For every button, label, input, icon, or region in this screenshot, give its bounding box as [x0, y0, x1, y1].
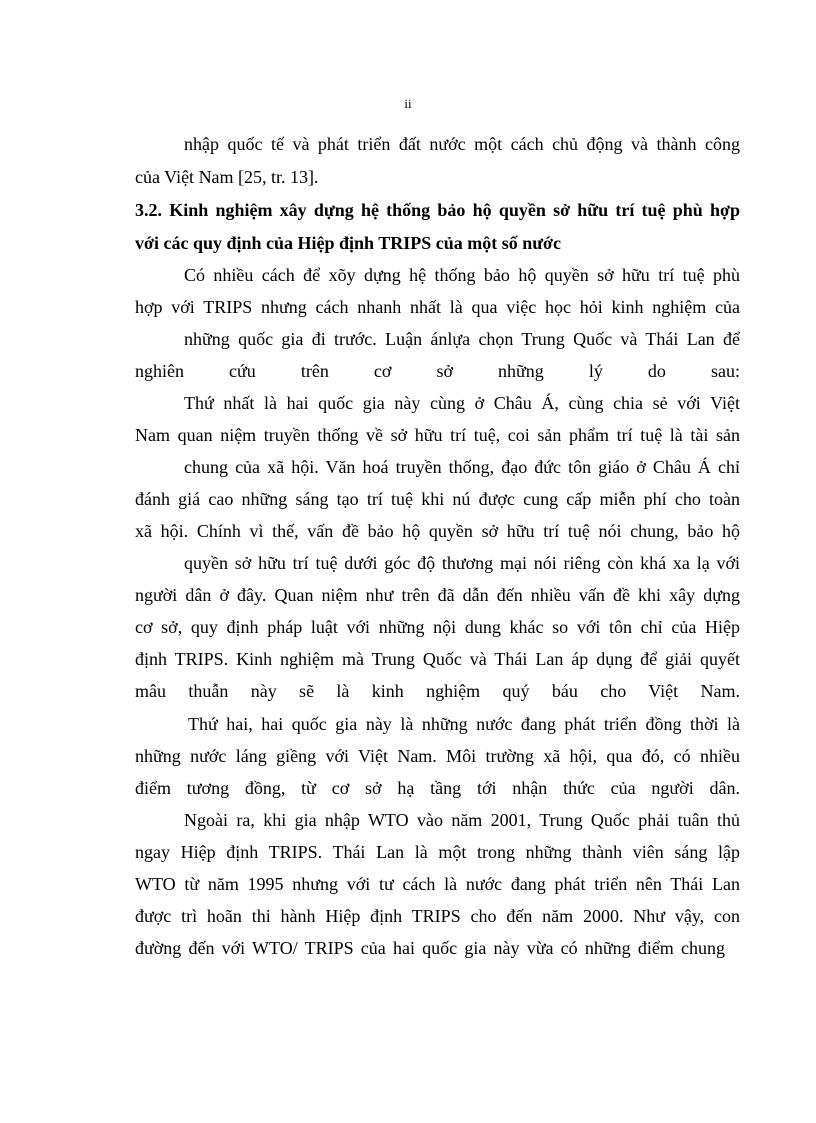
- section-heading: với các quy định của Hiệp định TRIPS của một số nước: [135, 233, 561, 253]
- text-line: đánh giá cao những sáng tạo trí tuệ khi nú được cung cấp miễn phí cho toàn: [135, 489, 740, 509]
- text-line: những quốc gia đi trước. Luận ánlựa chọn Trung Quốc và Thái Lan để: [184, 329, 740, 349]
- text-line: quyền sở hữu trí tuệ dưới góc độ thương mại nói riêng còn khá xa lạ với: [184, 553, 740, 573]
- text-line: Thứ nhất là hai quốc gia này cùng ở Châu Á, cùng chia sẻ với Việt: [184, 393, 740, 413]
- text-line: Nam quan niệm truyền thống về sở hữu trí tuệ, coi sản phẩm trí tuệ là tài sản: [135, 425, 740, 445]
- section-heading: 3.2. Kinh nghiệm xây dựng hệ thống bảo hộ quyền sở hữu trí tuệ phù hợp: [135, 200, 740, 220]
- text-line: WTO từ năm 1995 nhưng với tư cách là nước đang phát triển nên Thái Lan: [135, 874, 740, 894]
- text-line: nghiên cứu trên cơ sở những lý do sau:: [135, 361, 740, 381]
- text-line: nhập quốc tế và phát triển đất nước một cách chủ động và thành công: [184, 134, 740, 154]
- text-line: đường đến với WTO/ TRIPS của hai quốc gia này vừa có những điểm chung: [135, 938, 725, 958]
- text-line: hợp với TRIPS nhưng cách nhanh nhất là qua việc học hỏi kinh nghiệm của: [135, 297, 740, 317]
- text-line: định TRIPS. Kinh nghiệm mà Trung Quốc và Thái Lan áp dụng để giải quyết: [135, 649, 740, 669]
- text-line: Thứ hai, hai quốc gia này là những nước đang phát triển đồng thời là: [188, 714, 740, 734]
- text-line: người dân ở đây. Quan niệm như trên đã dẫn đến nhiều vấn đề khi xây dựng: [135, 585, 740, 605]
- text-line: của Việt Nam [25, tr. 13].: [135, 167, 319, 187]
- text-line: xã hội. Chính vì thế, vấn đề bảo hộ quyền sở hữu trí tuệ nói chung, bảo hộ: [135, 521, 740, 541]
- text-line: Ngoài ra, khi gia nhập WTO vào năm 2001, Trung Quốc phải tuân thủ: [184, 810, 740, 830]
- text-line: được trì hoãn thi hành Hiệp định TRIPS cho đến năm 2000. Như vậy, con: [135, 906, 740, 926]
- text-line: mâu thuẫn này sẽ là kinh nghiệm quý báu cho Việt Nam.: [135, 681, 740, 701]
- page-number: ii: [404, 96, 412, 111]
- text-line: điểm tương đồng, từ cơ sở hạ tầng tới nhận thức của người dân.: [135, 778, 740, 798]
- text-line: chung của xã hội. Văn hoá truyền thống, đạo đức tôn giáo ở Châu Á chỉ: [184, 457, 740, 477]
- text-line: Có nhiều cách để xõy dựng hệ thống bảo hộ quyền sở hữu trí tuệ phù: [184, 265, 740, 285]
- text-line: cơ sở, quy định pháp luật với những nội dung khác so với tôn chỉ của Hiệp: [135, 617, 740, 637]
- text-line: những nước láng giềng với Việt Nam. Môi trường xã hội, qua đó, có nhiều: [135, 746, 740, 766]
- text-line: ngay Hiệp định TRIPS. Thái Lan là một trong những thành viên sáng lập: [135, 842, 740, 862]
